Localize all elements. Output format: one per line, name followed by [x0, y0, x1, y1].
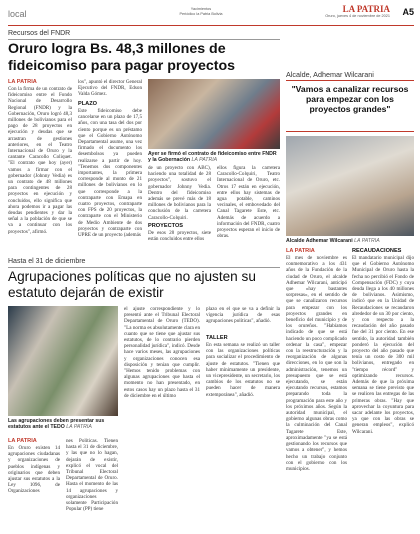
article-subhead: PROYECTOS [148, 223, 184, 229]
article-body: nes Políticas. Tienen hasta el 31 de diciembre, y las que no lo hagan, dejarán de existir, explicó el vocal del Tribunal Electoral Departamental de Oruro. Hasta el momento de las 14 agrupaciones y organizaciones solamente Participación Popular (PP) tiene [66, 438, 118, 513]
article-body: de un proyecto con ABC), haciendo una totalidad de 28 proyectos", sostuvo el gobernador Johnny Vedia. Dentro del fideicomiso además se prevé más de 18 millones de bolivianos para la conclusión de la carretera Caracollo-Colquiri. [148, 165, 211, 220]
article-subhead: PLAZO [78, 101, 97, 107]
article-column-3 [148, 165, 211, 249]
pull-quote: "Vamos a canalizar recursos para empezar con los proyectos grandes" [291, 84, 409, 114]
sponsor-block [156, 7, 246, 16]
kicker-rule [8, 267, 280, 268]
masthead [280, 4, 390, 18]
article-column-2 [78, 79, 142, 247]
article-column-4 [217, 165, 280, 251]
issue-date: Oruro, jueves 4 de noviembre de 2021 [325, 14, 390, 18]
quote-box [286, 80, 414, 132]
sidebar-column-2 [352, 248, 414, 527]
article-column-1 [8, 79, 72, 254]
article-photo [8, 306, 118, 416]
article-body: El mandatario municipal dijo que el Gobierno Autónomo Municipal de Oruro hasta la fecha no percibió el Fondo de Compensación (FDC) y cuya deuda llega a los 40 millones de bolivianos. Asimismo, indicó que en la Unidad de Recaudaciones se recaudaron alrededor de un 30 por ciento, y con respecto a la recaudación del año pasado fue del 31 por ciento. En ese sentido, la autoridad también ponderó la ejecución del proyecto del año pasado que tenía un costo de 300 mil bolivianos, entregado en "tiempo récord" y optimizando recursos. Además de que la próxima semana se tiene previsto que se realicen las entregas de las primeras obras. "Hay que aprovechar la coyuntura para sacar adelante los proyectos, ya que con las obras se generan empleos", explicó Wilcarani. [352, 255, 414, 435]
page-header [8, 4, 414, 26]
article-column-1 [8, 438, 60, 527]
article-body: El mes de noviembre es conmemorativo a los 431 años de la Fundación de la ciudad de Oruro, el alcalde Adhemar Wilcarani, anticipó que «hay bastantes sorpresas», en el sentido de que se canalizaron recursos para empezar con los proyectos grandes en beneficio del municipio y de los orureños. "Habíamos indicado de que se está haciendo un poco complicado ordenar la casa", empezar con la reestructuración y la reorganización de algunas direcciones, en lo que son la administración, tenemos un presupuesto que se está ejecutando, se están ejecutando recursos, estamos preparando toda la programación para este año y los próximos años. Según la autoridad municipal, el gobierno algunas obras como la culminación del Canal Tagarete Este, aproximadamente "ya se está gestionando los recursos que vamos a obtener", y hemos hecho un trabajo conjunto con el gobierno con los municipios. [286, 255, 347, 472]
article-body: plazo en el que se va a definir la vigencia jurídica de esas agrupaciones políticas", añadió. [206, 306, 280, 325]
sidebar-photo [286, 136, 414, 236]
article-body: los", apuntó el director General Ejecutivo del FNDR, Edson Valda Gómez. [78, 79, 142, 98]
sponsor-line-2: Periódico la Patria Bolivia [179, 11, 223, 16]
photo-caption [286, 238, 414, 244]
article-headline: Agrupaciones políticas que no ajusten su estatuto dejarán de existir [8, 269, 256, 300]
caption-text: Las agrupaciones deben presentar sus estatutos ante el TEDO [8, 418, 105, 430]
article-fideicomiso [8, 30, 280, 254]
article-agrupaciones [8, 258, 280, 530]
article-headline: Oruro logra Bs. 48,3 millones de fideicomiso para pagar proyectos [8, 41, 236, 74]
article-photo [148, 79, 280, 149]
paper-name: LA PATRIA [342, 4, 390, 14]
photo-caption [148, 151, 280, 163]
article-column-2 [66, 438, 118, 528]
article-subhead: RECAUDACIONES [352, 248, 402, 254]
article-byline: LA PATRIA [8, 438, 37, 444]
caption-text: Ayer se firmó el contrato de fideicomiso entre FNDR y la Gobernación [148, 151, 277, 163]
article-byline: LA PATRIA [286, 248, 315, 254]
section-label: local [8, 9, 27, 19]
sponsor-line-1: Yacimientos [190, 7, 212, 11]
sidebar-kicker: Alcalde, Adhemar Wilcarani [286, 70, 374, 79]
article-kicker: Recursos del FNDR [8, 30, 71, 37]
article-body: De esos 28 proyectos, siete están concluidos entre ellos [148, 230, 211, 243]
article-kicker: Hasta el 31 de diciembre [8, 258, 86, 265]
kicker-rule [8, 39, 280, 40]
article-subhead: TALLER [206, 335, 228, 341]
article-column-4 [206, 306, 280, 522]
article-body: el ajuste correspondiente y lo presentó ante el Tribunal Electoral Departamental de Oruro (TEDO). "La norma es absolutamente clara en cuanto que se tiene que ajustar sus estatutos, de lo contrario pierden personalidad jurídica", indicó. Desde hace varios meses, las agrupaciones y organizaciones conocen esa disposición y tenían que cumplir. "Hemos tenido problemas con algunas agrupaciones que hasta el momento no han presentado, en estos casos hay un plazo hasta el 31 de diciembre en el último [124, 306, 200, 399]
photo-credit: LA PATRIA [191, 157, 218, 163]
article-byline: LA PATRIA [8, 79, 37, 85]
caption-text: Alcalde Adhemar Wilcarani [286, 238, 353, 244]
page-number: A5 [402, 7, 414, 17]
article-column-3 [124, 306, 200, 528]
article-body: En esta semana se realizó un taller con las organizaciones políticas para socializar el procedimiento de ajuste de estatutos. "Tienen que haber mínimamente un presidente, un vicepresidente, un secretario, los cambios de los estatutos no se pueden hacer de manera extemporánea", añadió. [206, 342, 280, 398]
article-body: ellos figura la carretera Caracollo-Colquiri, Teatro Internacional de Oruro, etc. Otros 17 están en ejecución, entre ellos hay sistemas de agua potable, caminos vecinales, el embovedado del Canal Tagarete Este, etc. Además de acuerdo a información del FNDR, cuatro proyectos esperan el inicio de obras. [217, 165, 280, 240]
photo-credit: LA PATRIA [354, 238, 380, 244]
article-body: Con la firma de un contrato de fideicomiso entre el Fondo Nacional de Desarrollo Regional (FNDR) y la Gobernación, Oruro logró 48,3 millones de bolivianos para el pago de 28 proyectos en ejecución y deudas que se arrastran de gestiones anteriores, en el Teatro Internacional de Oruro y la cantante Caracollo Coliquet. "El contrato que hoy (ayer) vamos a firmar con el gobernador (Johnny Vedia) es un contrato de 48 millones para contingentes de 28 proyectos en ejecución y concluidos, ello significa que ahora podemos ir a pagar las deudas pendientes y dar la señal a la población de que se va a continuar con los proyectos", afirmó. [8, 86, 72, 235]
article-body: En Oruro existen 14 agrupaciones ciudadanas y organizaciones de pueblos indígenas y originarios que deben ajustar sus estatutos a la Ley 1096, de Organizaciones [8, 445, 60, 495]
sidebar-article-alcalde [286, 30, 414, 530]
sidebar-column-1 [286, 248, 347, 525]
photo-caption [8, 418, 118, 430]
photo-credit: LA PATRIA [66, 424, 92, 430]
article-body: Este fideicomiso debe cancelarse en un plazo de 17,5 años, con una tasa del dos por ciento porque es un préstamo que el Gobierno Autónomo Departamental asume, una vez firmado el documento los desembolsos ya pueden realizarse a partir de hoy. "Tenemos dos componentes importantes, la primera corresponde al monto de 21 millones de bolivianos en lo que corresponde a la contraparte con Emapa en cuatro proyectos, contraparte con FPS de 20 proyectos, la contraparte con el Ministerio de Medio Ambiente de dos proyectos y contraparte con UPRE de un proyecto (además [78, 108, 142, 239]
